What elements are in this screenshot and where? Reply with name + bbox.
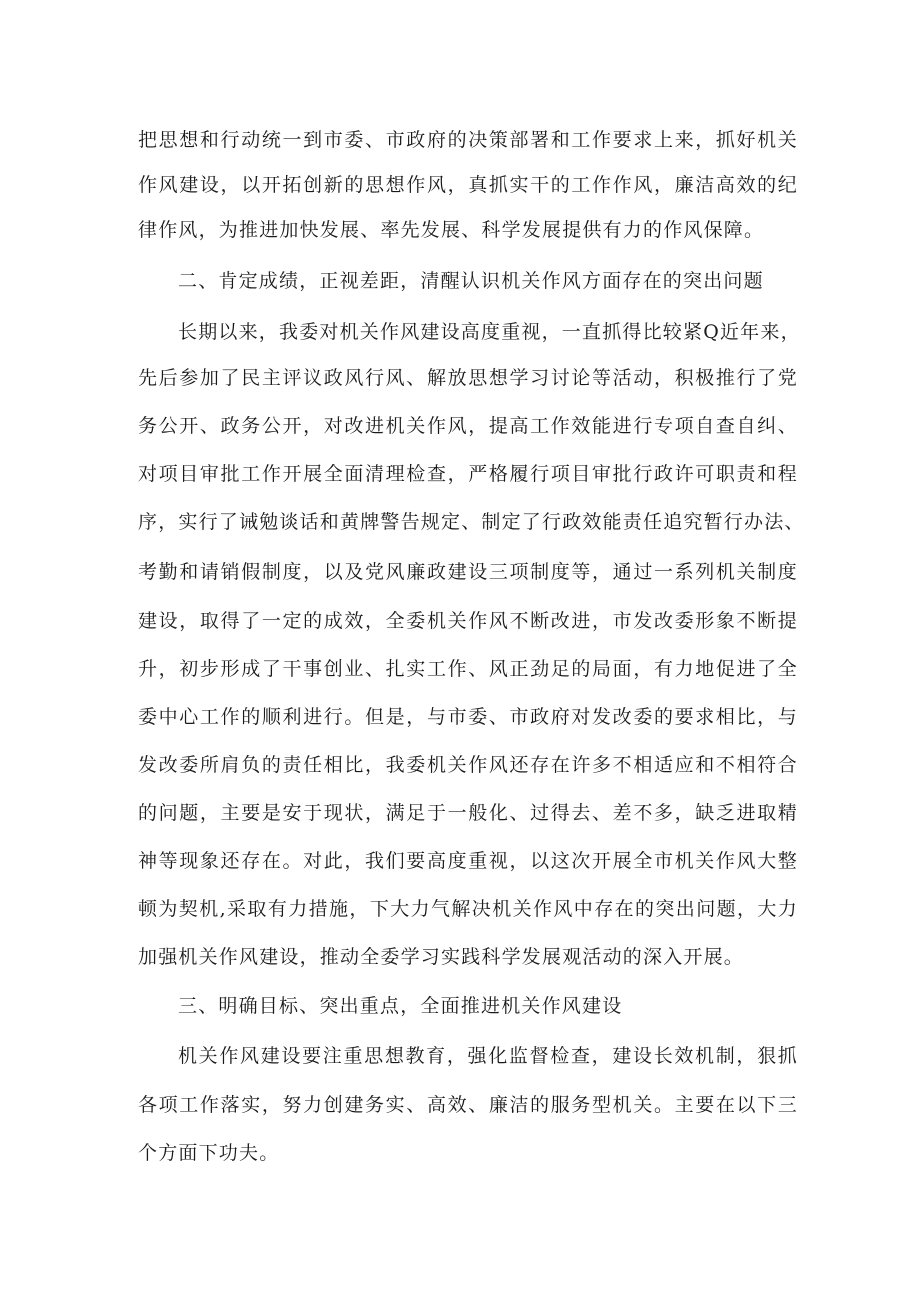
text-line: 发改委所肩负的责任相比，我委机关作风还存在许多不相适应和不相符合 xyxy=(138,754,798,776)
text-line: 神等现象还存在。对此，我们要高度重视，以这次开展全市机关作风大整 xyxy=(138,850,798,872)
text-line: 律作风，为推进加快发展、率先发展、科学发展提供有力的作风保障。 xyxy=(138,219,765,241)
text-line: 升，初步形成了干事创业、扎实工作、风正劲足的局面，有力地促进了全 xyxy=(138,658,798,680)
section-heading: 二、肯定成绩，正视差距，清醒认识机关作风方面存在的突出问题 xyxy=(178,270,764,292)
text-line: 对项目审批工作开展全面清理检查，严格履行项目审批行政许可职责和程 xyxy=(138,463,798,485)
text-line: 机关作风建设要注重思想教育，强化监督检查，建设长效机制，狠抓 xyxy=(178,1045,798,1067)
text-line: 的问题，主要是安于现状，满足于一般化、过得去、差不多，缺乏进取精 xyxy=(138,802,798,824)
text-line: 加强机关作风建设，推动全委学习实践科学发展观活动的深入开展。 xyxy=(138,946,745,968)
text-line: 先后参加了民主评议政风行风、解放思想学习讨论等活动，积极推行了党 xyxy=(138,367,798,389)
text-line: 个方面下功夫。 xyxy=(138,1142,280,1164)
text-line: 把思想和行动统一到市委、市政府的决策部署和工作要求上来，抓好机关 xyxy=(138,129,798,151)
text-line: 作风建设，以开拓创新的思想作风，真抓实干的工作作风，廉洁高效的纪 xyxy=(138,174,798,196)
text-line: 考勤和请销假制度，以及党风廉政建设三项制度等，通过一系列机关制度 xyxy=(138,561,798,583)
text-line: 顿为契机,采取有力措施，下大力气解决机关作风中存在的突出问题，大力 xyxy=(138,898,798,920)
text-line: 建设，取得了一定的成效，全委机关作风不断改进，市发改委形象不断提 xyxy=(138,610,798,632)
text-line: 委中心工作的顺利进行。但是，与市委、市政府对发改委的要求相比，与 xyxy=(138,706,798,728)
section-heading: 三、明确目标、突出重点，全面推进机关作风建设 xyxy=(178,995,623,1017)
text-line: 序，实行了诫勉谈话和黄牌警告规定、制定了行政效能责任追究暂行办法、 xyxy=(138,511,805,533)
text-line: 长期以来，我委对机关作风建设高度重视，一直抓得比较紧Q近年来， xyxy=(178,321,801,343)
text-line: 各项工作落实，努力创建务实、高效、廉洁的服务型机关。主要在以下三 xyxy=(138,1094,798,1116)
text-line: 务公开、政务公开，对改进机关作风，提高工作效能进行专项自查自纠、 xyxy=(138,415,798,437)
